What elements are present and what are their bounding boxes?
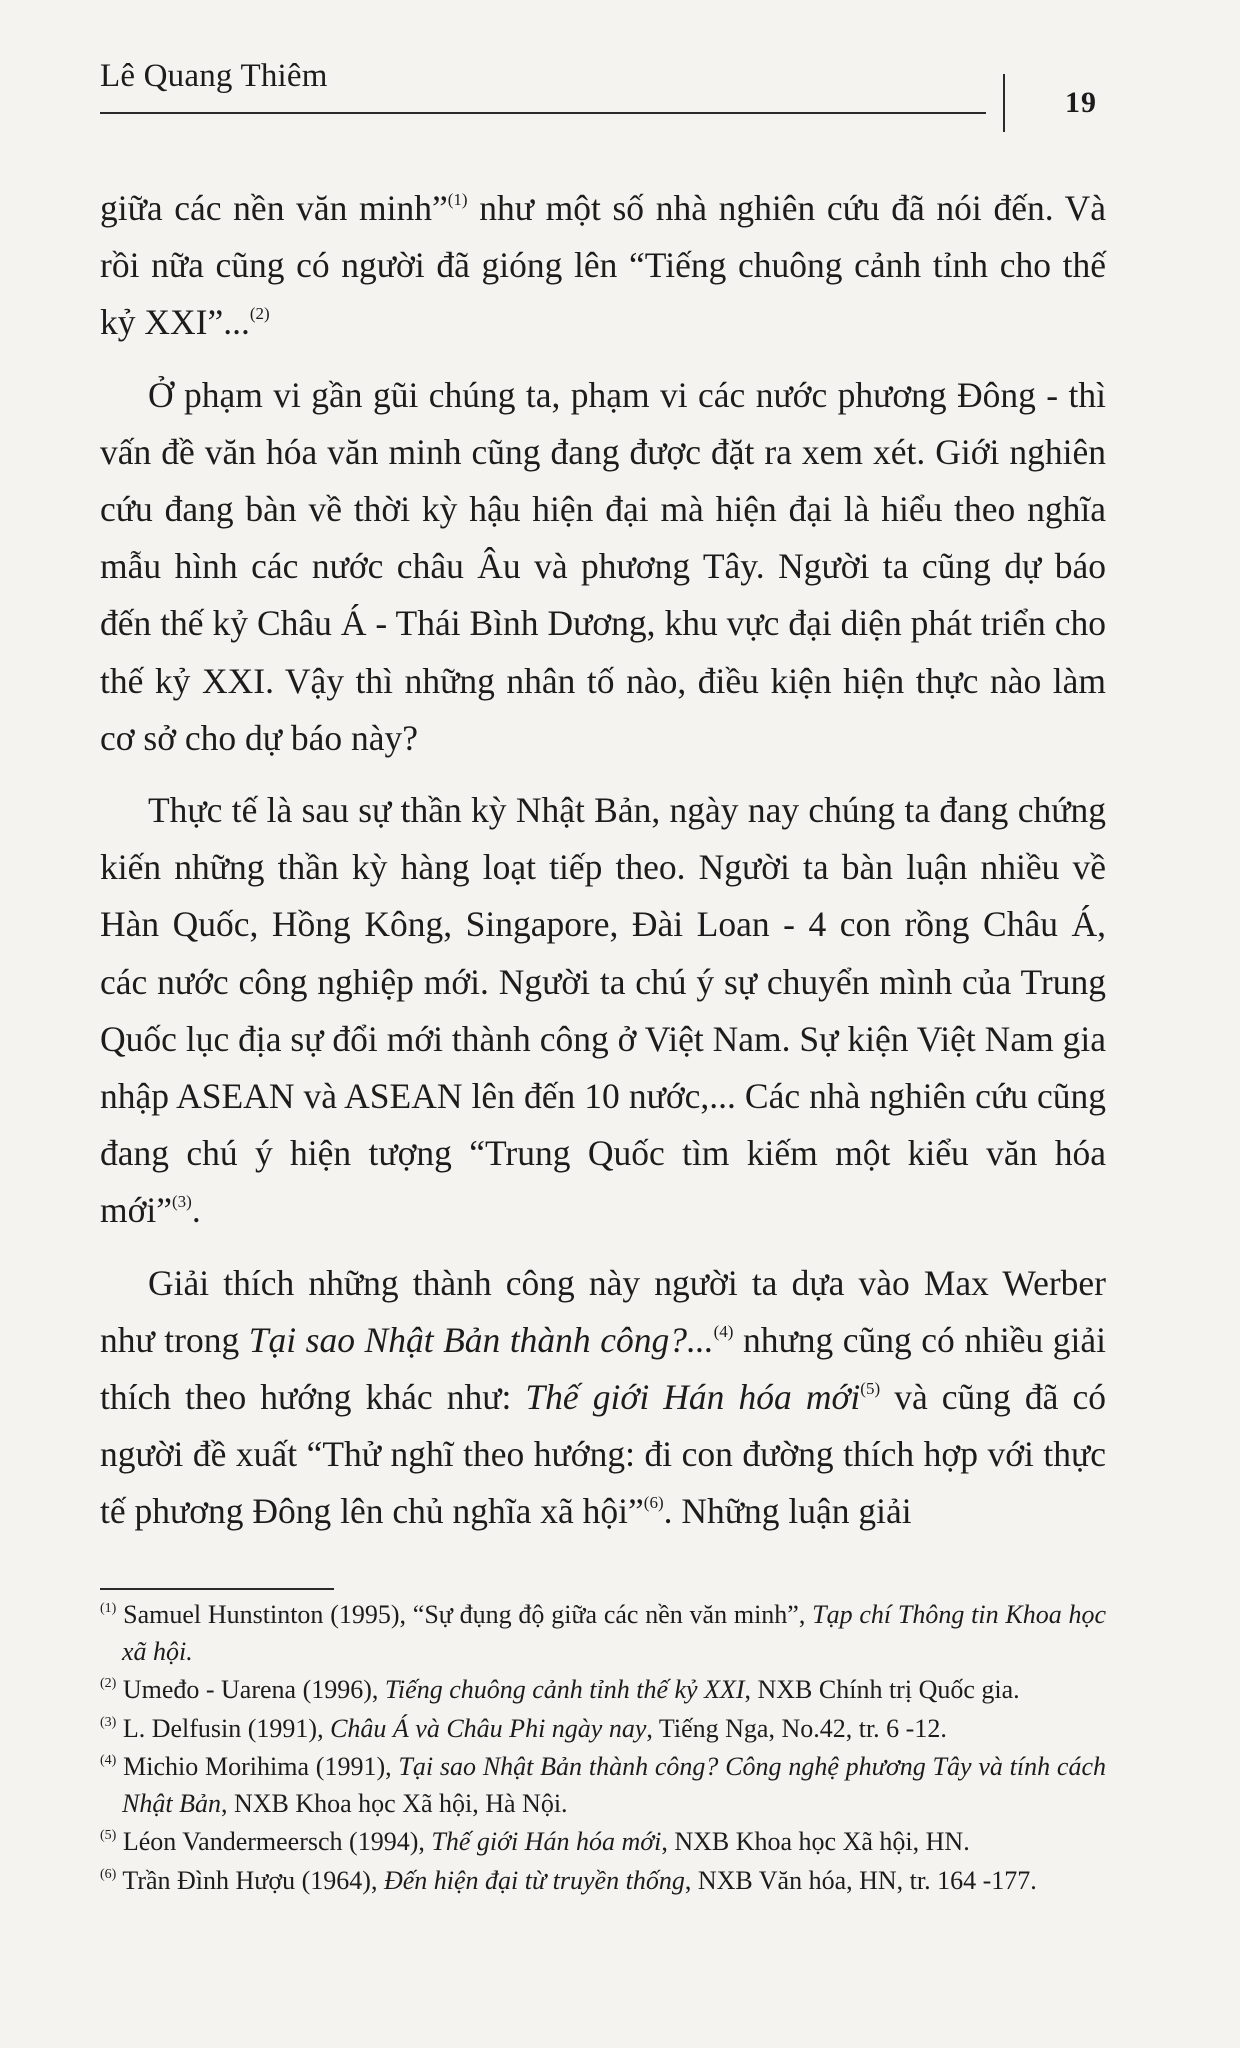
footnote-ref-4: (4)	[713, 1321, 734, 1341]
footnote-number: (1)	[100, 1601, 117, 1616]
footnote-number: (5)	[100, 1828, 117, 1843]
footnote-5	[100, 1824, 1106, 1861]
footnote-4	[100, 1749, 1106, 1822]
paragraph-2: Ở phạm vi gần gũi chúng ta, phạm vi các nước phương Đông - thì vấn đề văn hóa văn minh cũng đang được đặt ra xem xét. Giới nghiên cứu đang bàn về thời kỳ hậu hiện đại mà hiện đại là hiểu theo nghĩa mẫu hình các nước châu Âu và phương Tây. Người ta cũng dự báo đến thế kỷ Châu Á - Thái Bình Dương, khu vực đại diện phát triển cho thế kỷ XXI. Vậy thì những nhân tố nào, điều kiện hiện thực nào làm cơ sở cho dự báo này?	[100, 374, 1106, 758]
text-run: giữa các nền văn minh”	[100, 188, 448, 228]
footnote-text: Umeđo - Uarena (1996),	[122, 1675, 385, 1704]
header-rule	[100, 112, 986, 114]
text-run: nhưng cũng có nhiều giải thích theo hướng khác như:	[100, 1319, 1106, 1418]
footnote-title: Đến hiện đại từ truyền thống	[383, 1865, 685, 1895]
header-divider	[1003, 74, 1005, 132]
footnote-text: , Tiếng Nga, No.42, tr. 6 -12.	[646, 1713, 947, 1743]
text-run: và cũng đã có người đề xuất “Thử nghĩ theo hướng: đi con đường thích hợp với thực tế phương Đông lên chủ nghĩa xã hội”	[100, 1377, 1106, 1532]
footnote-rule	[100, 1588, 334, 1590]
footnote-text: Trần Đình Hượu (1964),	[122, 1865, 384, 1895]
footnote-number: (2)	[100, 1676, 117, 1691]
footnote-ref-5: (5)	[860, 1379, 881, 1399]
footnote-text: Samuel Hunstinton (1995), “Sự đụng độ giữa các nền văn minh”,	[123, 1600, 813, 1629]
paragraph-1	[100, 180, 1106, 352]
footnote-text: , NXB Chính trị Quốc gia.	[744, 1675, 1020, 1704]
footnote-6	[100, 1863, 1106, 1900]
paragraph-4	[100, 1255, 1106, 1541]
text-run: .	[191, 1190, 201, 1231]
body-text	[100, 180, 1106, 1541]
book-title: Tại sao Nhật Bản thành công?...	[248, 1319, 714, 1360]
paragraph-3	[100, 782, 1106, 1240]
book-title: Thế giới Hán hóa mới	[525, 1377, 861, 1418]
footnotes	[100, 1597, 1106, 1901]
footnote-1	[100, 1597, 1106, 1670]
footnote-title: Châu Á và Châu Phi ngày nay	[330, 1713, 647, 1743]
footnote-title: Thế giới Hán hóa mới	[431, 1827, 662, 1856]
footnote-ref-3: (3)	[172, 1192, 192, 1212]
footnote-ref-6: (6)	[643, 1493, 664, 1513]
footnote-ref-1: (1)	[447, 190, 468, 209]
running-header-author: Lê Quang Thiêm	[100, 58, 328, 94]
footnote-2	[100, 1672, 1106, 1709]
footnote-text: Léon Vandermeersch (1994),	[122, 1827, 432, 1856]
footnote-title: Tại sao Nhật Bản thành công? Công nghệ phương Tây và tính cách Nhật Bản	[122, 1752, 1106, 1818]
page-number: 19	[1065, 86, 1097, 119]
footnote-number: (4)	[100, 1753, 117, 1768]
footnote-text: , NXB Khoa học Xã hội, HN.	[661, 1827, 970, 1856]
text-run: như một số nhà nghiên cứu đã nói đến. Và rồi nữa cũng có người đã gióng lên “Tiếng chuông cảnh tỉnh cho thế kỷ XXI”...	[100, 188, 1106, 343]
footnote-text: L. Delfusin (1991),	[122, 1713, 331, 1743]
footnote-text: Michio Morihima (1991),	[123, 1752, 399, 1781]
text-run: . Những luận giải	[663, 1491, 912, 1532]
footnote-text: , NXB Văn hóa, HN, tr. 164 -177.	[684, 1865, 1037, 1895]
footnote-title: Tiếng chuông cảnh tỉnh thế kỷ XXI	[384, 1675, 745, 1704]
footnote-title: Tạp chí Thông tin Khoa học xã hội.	[122, 1600, 1107, 1666]
footnote-number: (3)	[100, 1714, 117, 1730]
footnote-text: , NXB Khoa học Xã hội, Hà Nội.	[220, 1788, 568, 1818]
footnote-3	[100, 1711, 1106, 1748]
text-run: Thực tế là sau sự thần kỳ Nhật Bản, ngày nay chúng ta đang chứng kiến những thần kỳ hàng loạt tiếp theo. Người ta bàn luận nhiều về Hàn Quốc, Hồng Kông, Singapore, Đài Loan - 4 con rồng Châu Á, các nước công nghiệp mới. Người ta chú ý sự chuyển mình của Trung Quốc lục địa sự đổi mới thành công ở Việt Nam. Sự kiện Việt Nam gia nhập ASEAN và ASEAN lên đến 10 nước,... Các nhà nghiên cứu cũng đang chú ý hiện tượng “Trung Quốc tìm kiếm một kiểu văn hóa mới”	[100, 790, 1106, 1231]
text-run: Giải thích những thành công này người ta dựa vào Max Werber như trong	[100, 1262, 1106, 1360]
footnote-ref-2: (2)	[249, 304, 270, 324]
footnote-number: (6)	[100, 1866, 117, 1882]
